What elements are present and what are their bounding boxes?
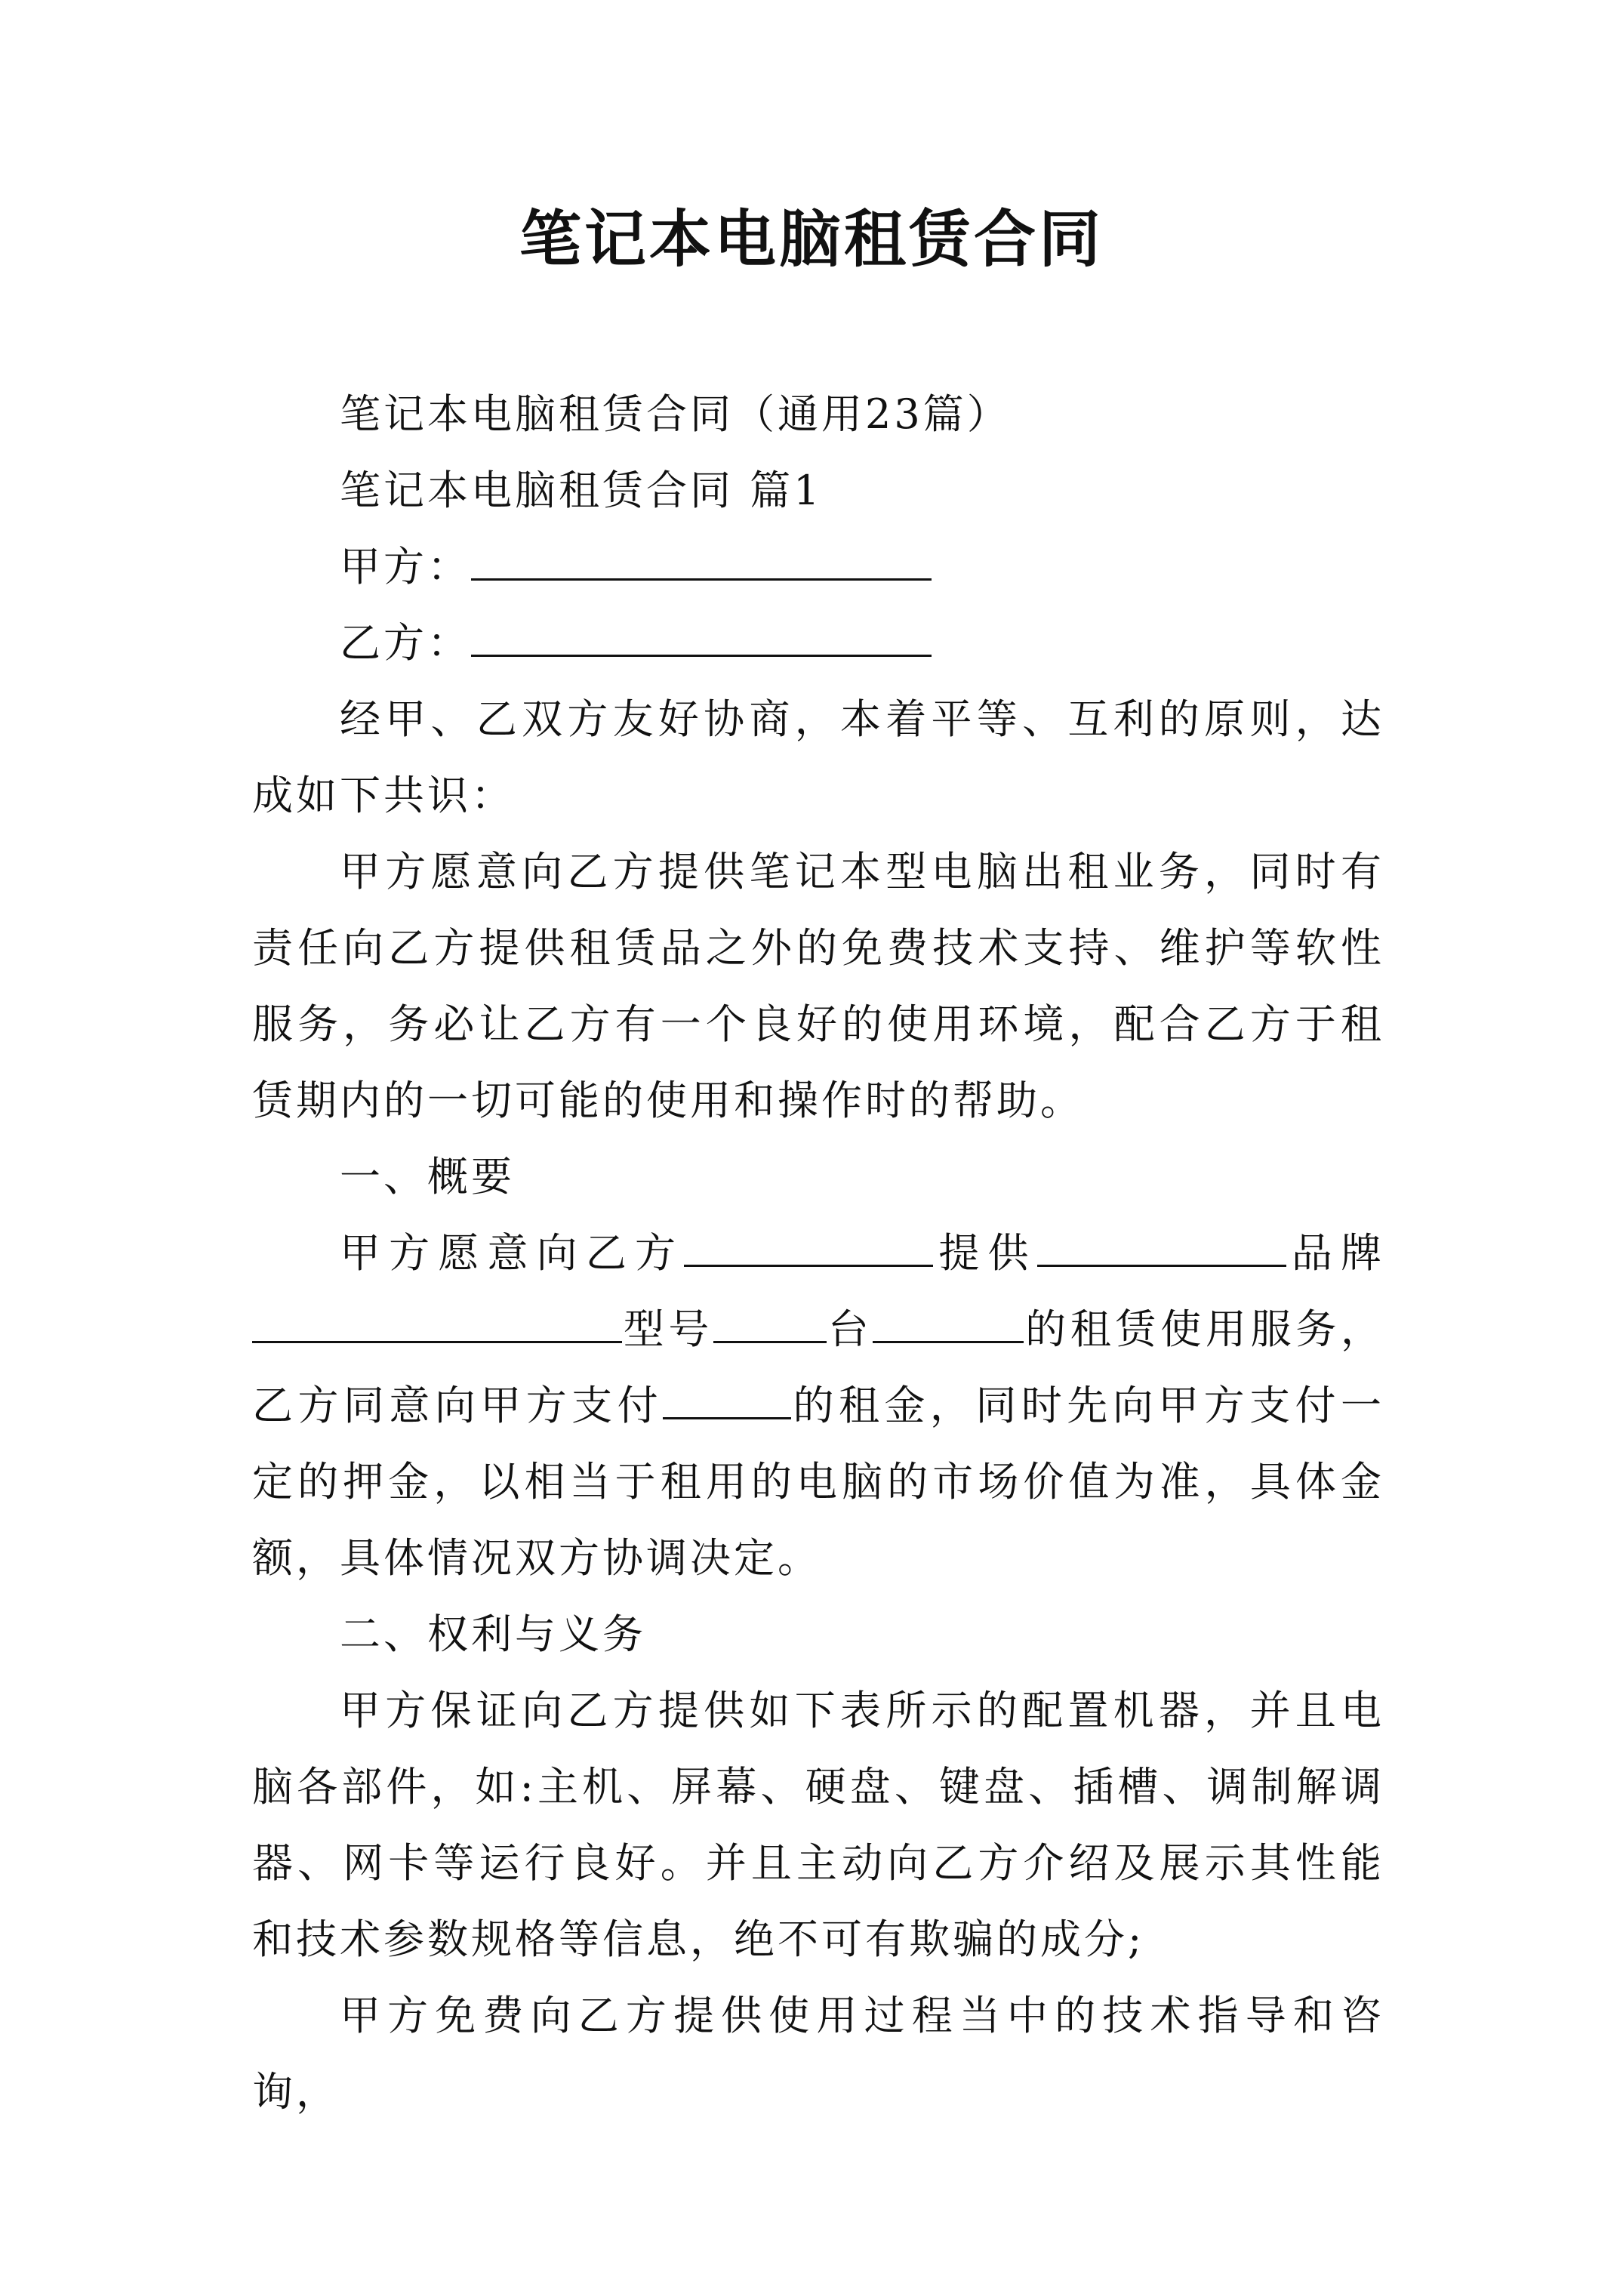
blank-provider	[684, 1222, 933, 1267]
document-title: 笔记本电脑租赁合同	[519, 203, 1104, 276]
overview-text-1: 甲方愿意向乙方	[340, 1229, 685, 1277]
document-subtitle: 笔记本电脑租赁合同（通用23篇）	[340, 390, 1011, 438]
blank-rent	[663, 1375, 791, 1419]
party-b-label: 乙方：	[340, 619, 471, 667]
overview-text-2: 提供	[933, 1229, 1037, 1277]
paragraph-rights-2: 甲方免费向乙方提供使用过程当中的技术指导和咨询，	[252, 1992, 1384, 2116]
blank-brand	[252, 1299, 622, 1343]
heading-rights: 二、权利与义务	[340, 1610, 646, 1658]
blank-item	[1037, 1222, 1286, 1267]
overview-text-7: 的租金，同时先向甲方支付一定的押金，以相当于租用的电脑的市场价值为准，具体金额，具体情况双方协调决定。	[252, 1382, 1385, 1582]
paragraph-rights-1: 甲方保证向乙方提供如下表所示的配置机器，并且电脑各部件，如:主机、屏幕、硬盘、键盘、插槽、调制解调器、网卡等运行良好。并且主动向乙方介绍及展示其性能和技术参数规格等信息，绝不可有欺骗的成分;	[252, 1687, 1384, 1963]
paragraph-intro: 经甲、乙双方友好协商，本着平等、互利的原则，达成如下共识：	[252, 695, 1384, 819]
party-a-line	[252, 529, 1384, 605]
overview-text-5: 台	[827, 1305, 873, 1353]
overview-text-6: 的租赁使用服务，乙方同意向甲方支付	[252, 1305, 1385, 1429]
party-b-blank	[471, 612, 932, 657]
party-b-line	[252, 605, 1384, 681]
party-a-blank	[471, 536, 932, 581]
blank-model	[713, 1299, 827, 1343]
party-a-label: 甲方：	[340, 543, 471, 590]
heading-overview: 一、概要	[340, 1153, 515, 1200]
paragraph-overview	[252, 1215, 1384, 1596]
overview-text-4: 型号	[622, 1305, 714, 1353]
section-heading: 笔记本电脑租赁合同 篇1	[340, 467, 823, 514]
blank-quantity	[873, 1299, 1024, 1343]
document-body	[252, 376, 1384, 2130]
overview-text-3: 品牌	[1286, 1229, 1385, 1277]
paragraph-service: 甲方愿意向乙方提供笔记本型电脑出租业务，同时有责任向乙方提供租赁品之外的免费技术支持、维护等软性服务，务必让乙方有一个良好的使用环境，配合乙方于租赁期内的一切可能的使用和操作时的帮助。	[252, 848, 1384, 1124]
